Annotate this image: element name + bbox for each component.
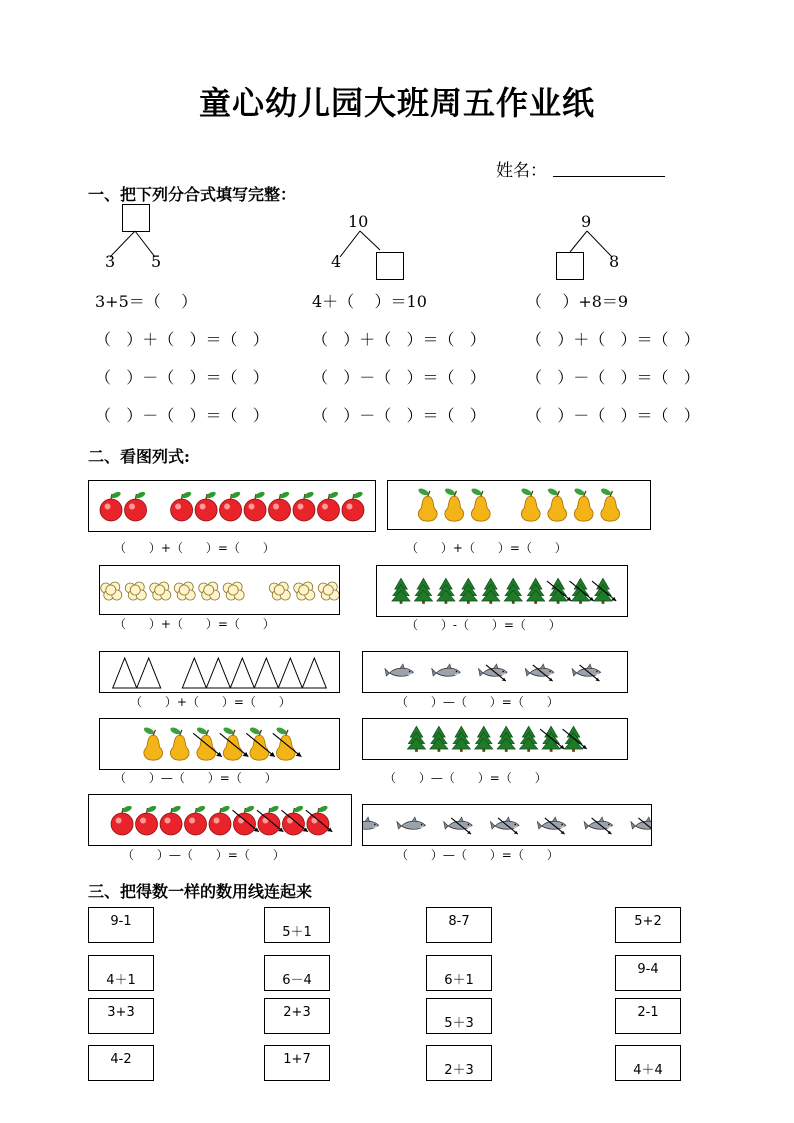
- s2-blank-6[interactable]: （ ）—（ ）=（ ）: [396, 695, 559, 709]
- tree2-left: 4: [331, 252, 342, 271]
- match-box[interactable]: 2-1: [615, 998, 681, 1034]
- apple-icon: [125, 491, 147, 521]
- apple-icon: [220, 491, 242, 521]
- s1-row1-col3[interactable]: （ ）+8＝9: [526, 292, 629, 311]
- tree-icon: [570, 578, 594, 604]
- match-box[interactable]: 8-7: [426, 907, 492, 943]
- tree3-left-box[interactable]: [556, 252, 584, 280]
- shark-icon: [363, 817, 379, 829]
- popcorn-icon: [199, 582, 220, 600]
- section2-heading: 二、看图列式:: [88, 447, 190, 466]
- shark-icon: [525, 664, 554, 681]
- tree-icon: [540, 726, 564, 752]
- apple-icon: [136, 805, 158, 835]
- pear-icon: [220, 726, 249, 760]
- s1-row4-col1[interactable]: （ ）－（ ）＝（ ）: [95, 406, 269, 425]
- picture-frame-7: [99, 718, 340, 770]
- tree3-top: 9: [581, 212, 592, 231]
- name-input-line[interactable]: [553, 176, 665, 177]
- s1-row3-col1[interactable]: （ ）－（ ）＝（ ）: [95, 368, 269, 387]
- apples-crossed-picture: [89, 795, 351, 845]
- apple-icon: [257, 805, 283, 835]
- popcorn-icon: [125, 582, 146, 600]
- shark-icon: [385, 664, 414, 676]
- s2-blank-2[interactable]: （ ）+（ ）=（ ）: [406, 541, 567, 555]
- apple-icon: [281, 805, 307, 835]
- apple-icon: [342, 491, 364, 521]
- page-title: 童心幼儿园大班周五作业纸: [198, 84, 595, 122]
- popcorn-icon: [101, 582, 122, 600]
- picture-frame-9: [88, 794, 352, 846]
- triangle-icon: [302, 658, 326, 688]
- popcorn-icon: [150, 582, 171, 600]
- s1-row4-col2[interactable]: （ ）－（ ）＝（ ）: [312, 406, 486, 425]
- pears-crossed-picture: [100, 719, 339, 769]
- picture-frame-5: [99, 651, 340, 693]
- section1-heading: 一、把下列分合式填写完整：: [88, 185, 297, 204]
- match-box[interactable]: 4＋1: [88, 955, 154, 991]
- tree2-right-box[interactable]: [376, 252, 404, 280]
- pear-icon: [444, 487, 464, 521]
- s2-blank-4[interactable]: （ ）-（ ）=（ ）: [406, 618, 561, 632]
- section3-heading: 三、把得数一样的数用线连起来: [88, 882, 313, 901]
- match-box[interactable]: 9-4: [615, 955, 681, 991]
- match-box[interactable]: 2+3: [264, 998, 330, 1034]
- shark-icon: [444, 817, 473, 834]
- match-box[interactable]: 1+7: [264, 1045, 330, 1081]
- apple-icon: [232, 805, 258, 835]
- match-box[interactable]: 2＋3: [426, 1045, 492, 1081]
- tree-icon: [459, 578, 477, 604]
- shark-icon: [537, 817, 566, 834]
- apple-icon: [269, 491, 291, 521]
- popcorn-icon: [318, 582, 339, 600]
- shark-icon: [584, 817, 613, 834]
- apple-icon: [244, 491, 266, 521]
- triangle-icon: [230, 658, 254, 688]
- match-box[interactable]: 6＋1: [426, 955, 492, 991]
- picture-frame-8: [362, 718, 628, 760]
- picture-frame-2: [387, 480, 651, 530]
- apple-icon: [209, 805, 231, 835]
- s1-row1-col1[interactable]: 3+5＝（ ）: [95, 292, 198, 311]
- s1-row4-col3[interactable]: （ ）－（ ）＝（ ）: [526, 406, 700, 425]
- triangle-icon: [137, 658, 161, 688]
- trees-picture: [377, 566, 627, 616]
- pear-icon: [273, 726, 302, 760]
- tree1-top-box[interactable]: [122, 204, 150, 232]
- popcorn-icon: [294, 582, 315, 600]
- tree-icon: [519, 726, 537, 752]
- popcorn-icon: [174, 582, 195, 600]
- picture-frame-1: [88, 480, 376, 532]
- tree-icon: [497, 726, 515, 752]
- apple-icon: [293, 491, 315, 521]
- match-box[interactable]: 5＋1: [264, 907, 330, 943]
- sharks-crossed-picture: [363, 805, 651, 845]
- s1-row3-col2[interactable]: （ ）－（ ）＝（ ）: [312, 368, 486, 387]
- triangle-icon: [182, 658, 206, 688]
- match-box[interactable]: 4＋4: [615, 1045, 681, 1081]
- shark-icon: [432, 664, 461, 676]
- apple-icon: [317, 491, 339, 521]
- popcorn-icon: [269, 582, 290, 600]
- match-box[interactable]: 5＋3: [426, 998, 492, 1034]
- pear-icon: [246, 726, 275, 760]
- triangle-icon: [206, 658, 230, 688]
- s1-row2-col2[interactable]: （ ）＋（ ）＝（ ）: [312, 330, 486, 349]
- pear-icon: [417, 487, 437, 521]
- pear-icon: [143, 726, 163, 760]
- apple-icon: [100, 491, 122, 521]
- apple-icon: [185, 805, 207, 835]
- apple-icon: [160, 805, 182, 835]
- s2-blank-9[interactable]: （ ）—（ ）=（ ）: [122, 848, 285, 862]
- s1-row3-col3[interactable]: （ ）－（ ）＝（ ）: [526, 368, 700, 387]
- tree3-right: 8: [609, 252, 620, 271]
- pear-icon: [600, 487, 620, 521]
- s2-blank-7[interactable]: （ ）—（ ）=（ ）: [114, 771, 277, 785]
- s2-blank-3[interactable]: （ ）+（ ）=（ ）: [114, 617, 275, 631]
- popcorn-icon: [223, 582, 244, 600]
- shark-icon: [572, 664, 601, 681]
- shark-icon: [479, 664, 508, 681]
- pear-icon: [547, 487, 567, 521]
- s2-blank-1[interactable]: （ ）+（ ）=（ ）: [114, 541, 275, 555]
- s1-row2-col1[interactable]: （ ）＋（ ）＝（ ）: [95, 330, 269, 349]
- apple-icon: [306, 805, 332, 835]
- apple-icon: [195, 491, 217, 521]
- triangle-icon: [113, 658, 137, 688]
- tree-icon: [414, 578, 432, 604]
- tree-icon: [482, 578, 500, 604]
- name-label: 姓名：: [496, 161, 547, 181]
- match-box[interactable]: 9-1: [88, 907, 154, 943]
- picture-frame-6: [362, 651, 628, 693]
- s2-blank-5[interactable]: （ ）+（ ）=（ ）: [130, 695, 291, 709]
- tree-icon: [452, 726, 470, 752]
- tree-icon: [392, 578, 410, 604]
- tree-icon: [547, 578, 571, 604]
- shark-icon: [631, 817, 651, 834]
- s2-blank-10[interactable]: （ ）—（ ）=（ ）: [396, 848, 559, 862]
- tree-icon: [407, 726, 425, 752]
- apple-icon: [111, 805, 133, 835]
- shark-icon: [491, 817, 520, 834]
- pear-icon: [470, 487, 490, 521]
- s1-row1-col2[interactable]: 4＋（ ）＝10: [312, 292, 427, 311]
- match-box[interactable]: 3+3: [88, 998, 154, 1034]
- pear-icon: [573, 487, 593, 521]
- apples-picture: [89, 481, 375, 531]
- apple-icon: [171, 491, 193, 521]
- s2-blank-8[interactable]: （ ）—（ ）=（ ）: [384, 771, 547, 785]
- picture-frame-3: [99, 565, 340, 615]
- tree-icon: [437, 578, 455, 604]
- match-box[interactable]: 4-2: [88, 1045, 154, 1081]
- pear-icon: [520, 487, 540, 521]
- pears-picture: [388, 481, 650, 529]
- tree1-left: 3: [105, 252, 116, 271]
- tree-icon: [475, 726, 493, 752]
- match-box[interactable]: 6－4: [264, 955, 330, 991]
- sharks-picture: [363, 652, 627, 692]
- picture-frame-10: [362, 804, 652, 846]
- tree-icon: [563, 726, 587, 752]
- tree-icon: [430, 726, 448, 752]
- shark-icon: [397, 817, 426, 829]
- pear-icon: [193, 726, 222, 760]
- tree-icon: [592, 578, 616, 604]
- tree2-top: 10: [348, 212, 369, 231]
- tree1-right: 5: [151, 252, 162, 271]
- trees-crossed-picture: [363, 719, 627, 759]
- triangle-icon: [278, 658, 302, 688]
- triangle-icon: [254, 658, 278, 688]
- match-box[interactable]: 5+2: [615, 907, 681, 943]
- picture-frame-4: [376, 565, 628, 617]
- tree-icon: [504, 578, 522, 604]
- popcorn-picture: [100, 566, 339, 614]
- triangles-picture: [100, 652, 339, 692]
- s1-row2-col3[interactable]: （ ）＋（ ）＝（ ）: [526, 330, 700, 349]
- tree-icon: [526, 578, 544, 604]
- pear-icon: [169, 726, 189, 760]
